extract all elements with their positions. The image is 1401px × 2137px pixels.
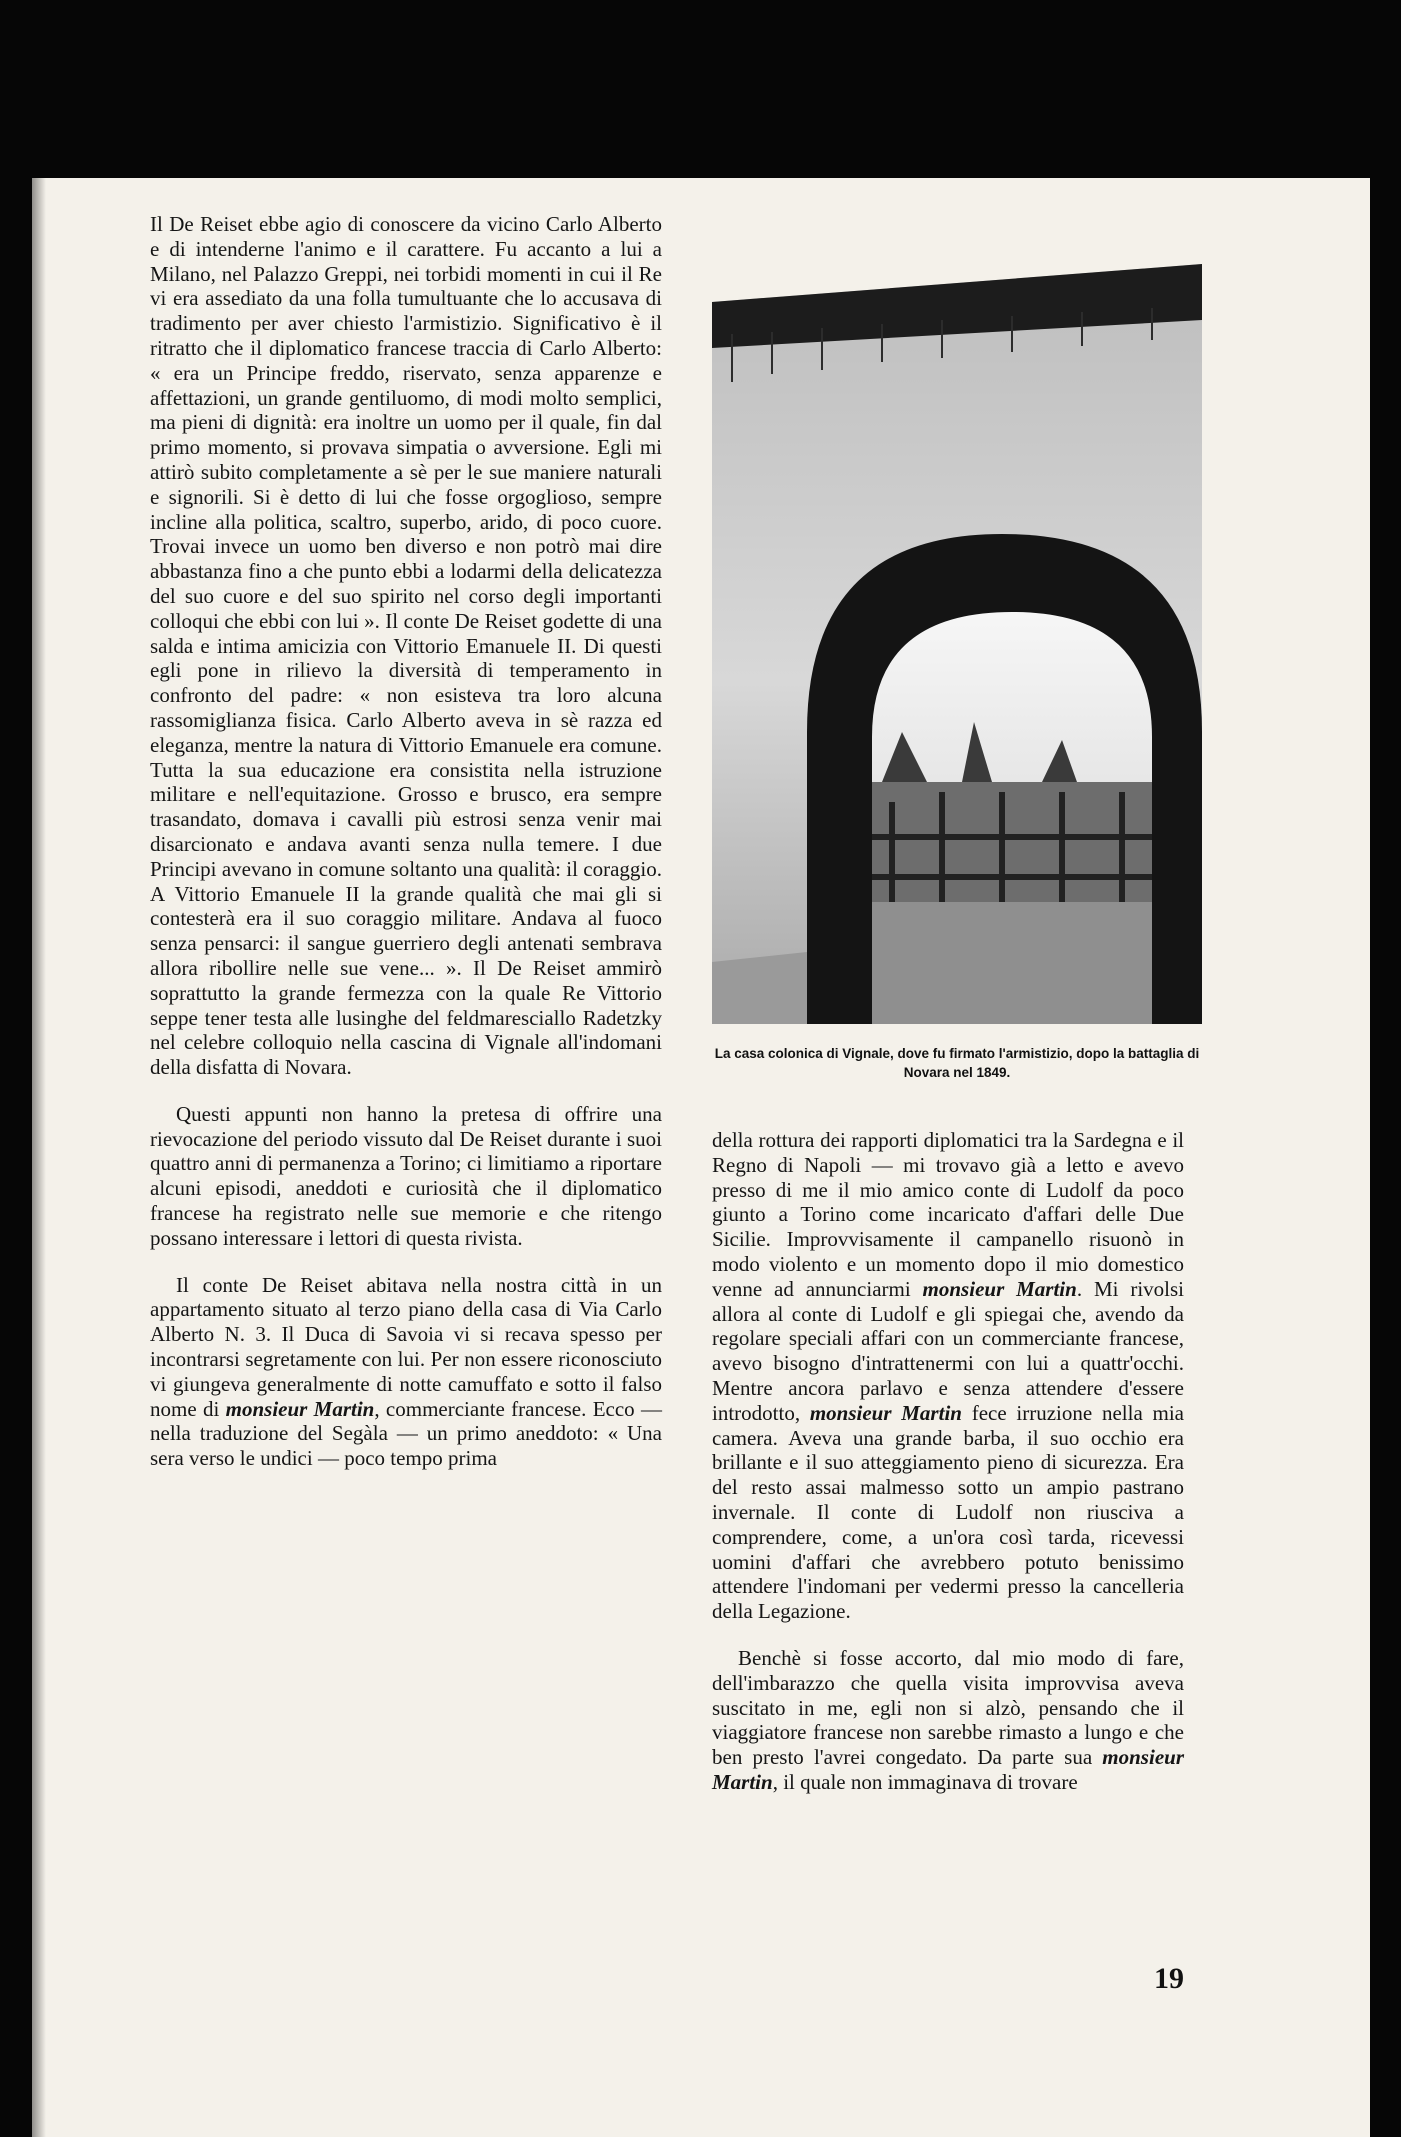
left-column (150, 212, 662, 1493)
right-p1-text-c: fece irruzione nella mia camera. Aveva una grande barba, il suo occhio era brillante e il suo atteggiamento pieno di sicurezza. Era del resto assai malmesso sotto un ampio pastrano invernale. Il conte di Ludolf non riusciva a comprendere, come, a un'ora così tarda, ricevessi uomini d'affari che avrebbero potuto benissimo attendere l'indomani per vedermi presso la cancelleria della Legazione. (712, 1400, 1184, 1624)
farmhouse-photo (712, 262, 1202, 1024)
paragraph-3-text-b: , commerciante francese. Ecco — nella traduzione del Segàla — un primo aneddoto: « Una sera verso le undici — poco tempo prima (150, 1396, 662, 1471)
paragraph-2: Questi appunti non hanno la pretesa di offrire una rievocazione del periodo vissuto dal De Reiset durante i suoi quattro anni di permanenza a Torino; ci limitiamo a riportare alcuni episodi, aneddoti e curiosità che il diplomatico francese ha registrato nelle sue memorie e che ritengo possano interessare i lettori di questa rivista. (150, 1101, 662, 1250)
right-p2-italic: monsieur Martin (712, 1745, 1184, 1794)
right-p2-text-b: , il quale non immaginava di trovare (772, 1769, 1078, 1794)
right-paragraph-1 (712, 1128, 1184, 1624)
scan-edge-shadow (32, 178, 46, 2137)
paragraph-1: Il De Reiset ebbe agio di conoscere da vicino Carlo Alberto e di intenderne l'animo e il carattere. Fu accanto a lui a Milano, nel Palazzo Greppi, nei torbidi momenti in cui il Re vi era assediato da una folla tumultuante che lo accusava di tradimento per aver chiesto l'armistizio. Significativo è il ritratto che il diplomatico francese traccia di Carlo Alberto: « era un Principe freddo, riservato, senza apparenze e affettazioni, un grande gentiluomo, di modi molto semplici, ma pieni di dignità: era inoltre un uomo per il quale, fin dal primo momento, si provava simpatia o avversione. Egli mi attirò subito completamente a sè per le sue maniere naturali e signorili. Si è detto di lui che fosse orgoglioso, sempre incline alla politica, scaltro, superbo, arido, di poco cuore. Trovai invece un uomo ben diverso e non potrò mai dire abbastanza fino a che punto ebbi a lodarmi della delicatezza del suo cuore e del suo spirito nel corso degli importanti colloqui che ebbi con lui ». Il conte De Reiset godette di una salda e intima amicizia con Vittorio Emanuele II. Di questi egli pone in rilievo la diversità di temperamento in confronto del padre: « non esisteva tra loro alcuna rassomiglianza fisica. Carlo Alberto aveva in sè razza ed eleganza, mentre la natura di Vittorio Emanuele era comune. Tutta la sua educazione era consistita nella istruzione militare e nell'equitazione. Grosso e brusco, era sempre trasandato, domava i cavalli più estrosi senza venir mai disarcionato e andava avanti senza nulla temere. I due Principi avevano in comune soltanto una qualità: il coraggio. A Vittorio Emanuele II la grande qualità che mai gli si contesterà era il suo coraggio militare. Andava al fuoco senza pensarci: il sangue guerriero degli antenati sembrava allora ribollire nelle sue vene... ». Il De Reiset ammirò soprattutto la grande fermezza con la quale Re Vittorio seppe tener testa alle lusinghe del feldmaresciallo Radetzky nel celebre colloquio nella cascina di Vignale all'indomani della disfatta di Novara. (150, 212, 662, 1080)
paragraph-3-italic: monsieur Martin (225, 1396, 375, 1421)
right-p2-text-a: Benchè si fosse accorto, dal mio modo di fare, dell'imbarazzo che quella visita improvvisa aveva suscitato in me, egli non si alzò, pensando che il viaggiatore francese non sarebbe rimasto a lungo e che ben presto l'avrei congedato. Da parte sua (712, 1645, 1184, 1770)
right-p1-text-b: . Mi rivolsi allora al conte di Ludolf e gli spiegai che, avendo da regolare speciali affari con un commerciante francese, avevo bisogno d'intrattenermi con lui a quattr'occhi. Mentre ancora parlavo e senza attendere d'essere introdotto, (712, 1276, 1184, 1425)
right-column (712, 1128, 1184, 1817)
paragraph-3 (150, 1273, 662, 1471)
photo-caption: La casa colonica di Vignale, dove fu firmato l'armistizio, dopo la battaglia di Novara nel 1849. (714, 1046, 1200, 1080)
right-p1-italic-2: monsieur Martin (809, 1400, 962, 1425)
paragraph-3-text-a: Il conte De Reiset abitava nella nostra città in un appartamento situato al terzo piano della casa di Via Carlo Alberto N. 3. Il Duca di Savoia vi si recava spesso per incontrarsi segretamente con lui. Per non essere riconosciuto vi giungeva generalmente di notte camuffato e sotto il falso nome di (150, 1272, 662, 1421)
right-p1-italic-1: monsieur Martin (922, 1276, 1077, 1301)
right-paragraph-2 (712, 1646, 1184, 1795)
page-number: 19 (1154, 1962, 1184, 1995)
right-p1-text-a: della rottura dei rapporti diplomatici tra la Sardegna e il Regno di Napoli — mi trovavo già a letto e avevo presso di me il mio amico conte di Ludolf da poco giunto a Torino come incaricato d'affari delle Due Sicilie. Improvvisamente il campanello risuonò in modo violento e un momento dopo il mio domestico venne ad annunciarmi (712, 1128, 1184, 1301)
